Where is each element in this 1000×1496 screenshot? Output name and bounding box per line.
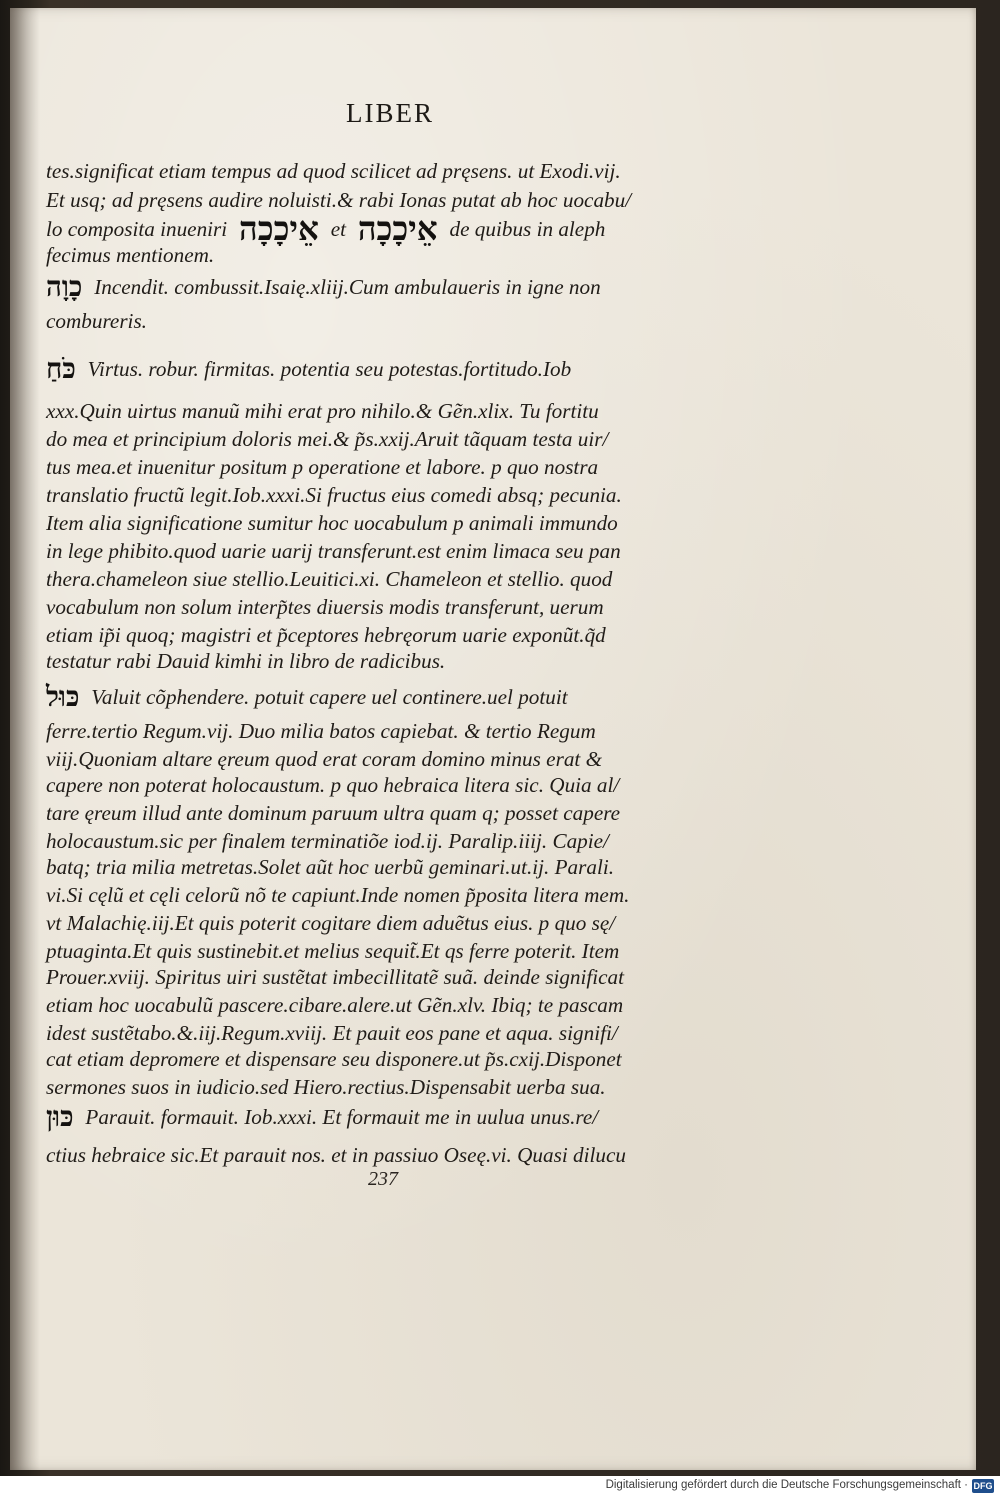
hebrew-headword: כֹּחַ [46,352,76,385]
lexicon-entry [46,352,696,386]
hebrew-word: אֵיכָכָה [357,209,438,248]
digitization-footer [0,1476,1000,1496]
text-line: ptuaginta.Et quis sustinebit.et melius sequit̃.Et qs ferre poterit. Item [46,939,620,963]
hebrew-word: אֵיכָכָה [238,209,319,248]
entry-text: Virtus. robur. firmitas. potentia seu potestas.fortitudo.Iob [87,357,572,381]
text-line: idest sustẽtabo.&.iij.Regum.xviij. Et pauit eos pane et aqua. signifi/ [46,1021,618,1045]
running-head: LIBER [346,98,434,128]
text-line: vi.Si cęlũ et cęli celorũ nõ te capiunt.Inde nomen p̃posita litera mem. [46,883,630,907]
text-line: Prouer.xviij. Spiritus uiri sustẽtat imbecillitatẽ suã. deinde significat [46,965,625,989]
text-line: etiam ip̃i quoq; magistri et p̃ceptores hebręorum uarie exponũt.q̃d [46,623,606,647]
text-line: batq; tria milia metretas.Solet aũt hoc uerbũ geminari.ut.ij. Parali. [46,855,615,879]
conjunction-text: et [330,217,346,241]
text-line: holocaustum.sic per finalem terminatiõe iod.ij. Paralip.iiij. Capie/ [46,829,609,853]
text-line: sermones suos in iudicio.sed Hiero.rectius.Dispensabit uerba sua. [46,1075,606,1099]
text-line: Et usq; ad pręsens audire noluisti.& rabi Ionas putat ab hoc uocabu/ [46,188,632,212]
text-line: thera.chameleon siue stellio.Leuitici.xi. Chameleon et stellio. quod [46,567,613,591]
text-line: tare ęreum illud ante dominum paruum ultra quam q; posset capere [46,801,621,825]
folio-number: 237 [368,1168,398,1190]
tail-text: de quibus in aleph [449,217,606,241]
text-line: translatio fructũ legit.Iob.xxxi.Si fructus eius comedi absq; pecunia. [46,483,622,507]
lexicon-entry [46,270,696,304]
entry-text: Incendit. combussit.Isaię.xliij.Cum ambulaueris in igne non [94,275,601,299]
hebrew-headword: כָוָה [46,270,83,303]
text-line: capere non poterat holocaustum. p quo hebraica litera sic. Quia al/ [46,773,620,797]
lead-text: lo composita inueniri [46,217,228,241]
text-line: testatur rabi Dauid kimhi in libro de radicibus. [46,649,446,673]
text-line: ferre.tertio Regum.vij. Duo milia batos capiebat. & tertio Regum [46,719,596,743]
text-line: tus mea.et inuenitur positum p operatione et labore. p quo nostra [46,455,599,479]
text-line: cat etiam depromere et dispensare seu disponere.ut p̃s.cxij.Disponet [46,1047,622,1071]
text-line: in lege phibito.quod uarie uarij transferunt.est enim limaca seu pan [46,539,621,563]
funding-credit: Digitalisierung gefördert durch die Deutsche Forschungsgemeinschaft · [605,1479,968,1491]
text-line: Item alia significatione sumitur hoc uocabulum p animali immundo [46,511,618,535]
lexicon-entry [46,680,696,714]
text-line: vocabulum non solum interp̃tes diuersis modis transferunt, uerum [46,595,604,619]
gutter-shadow [10,8,40,1470]
hebrew-headword: כּוּן [46,1100,74,1133]
text-line: do mea et principium doloris mei.& p̃s.xxij.Aruit tãquam testa uir/ [46,427,609,451]
text-line: tes.significat etiam tempus ad quod scilicet ad pręsens. ut Exodi.vij. [46,159,621,183]
text-line: xxx.Quin uirtus manuũ mihi erat pro nihilo.& Gẽn.xlix. Tu fortitu [46,399,599,423]
text-line: vt Malachię.iij.Et quis poterit cogitare diem aduẽtus eius. p quo sę/ [46,911,616,935]
entry-text: Valuit cõphendere. potuit capere uel continere.uel potuit [91,685,568,709]
entry-text: Parauit. formauit. Iob.xxxi. Et formauit me in uulua unus.re/ [85,1105,599,1129]
text-line: ctius hebraice sic.Et parauit nos. et in passiuo Oseę.vi. Quasi dilucu [46,1143,626,1167]
text-line: viij.Quoniam altare ęreum quod erat coram domino minus erat & [46,747,603,771]
lexicon-entry [46,1100,696,1134]
hebrew-headword: כּוּל [46,680,80,713]
text-line: etiam hoc uocabulũ pascere.cibare.alere.ut Gẽn.xlv. Ibiq; te pascam [46,993,624,1017]
text-line: fecimus mentionem. [46,243,215,267]
dfg-logo[interactable]: DFG [973,1481,993,1491]
text-line: combureris. [46,309,147,333]
